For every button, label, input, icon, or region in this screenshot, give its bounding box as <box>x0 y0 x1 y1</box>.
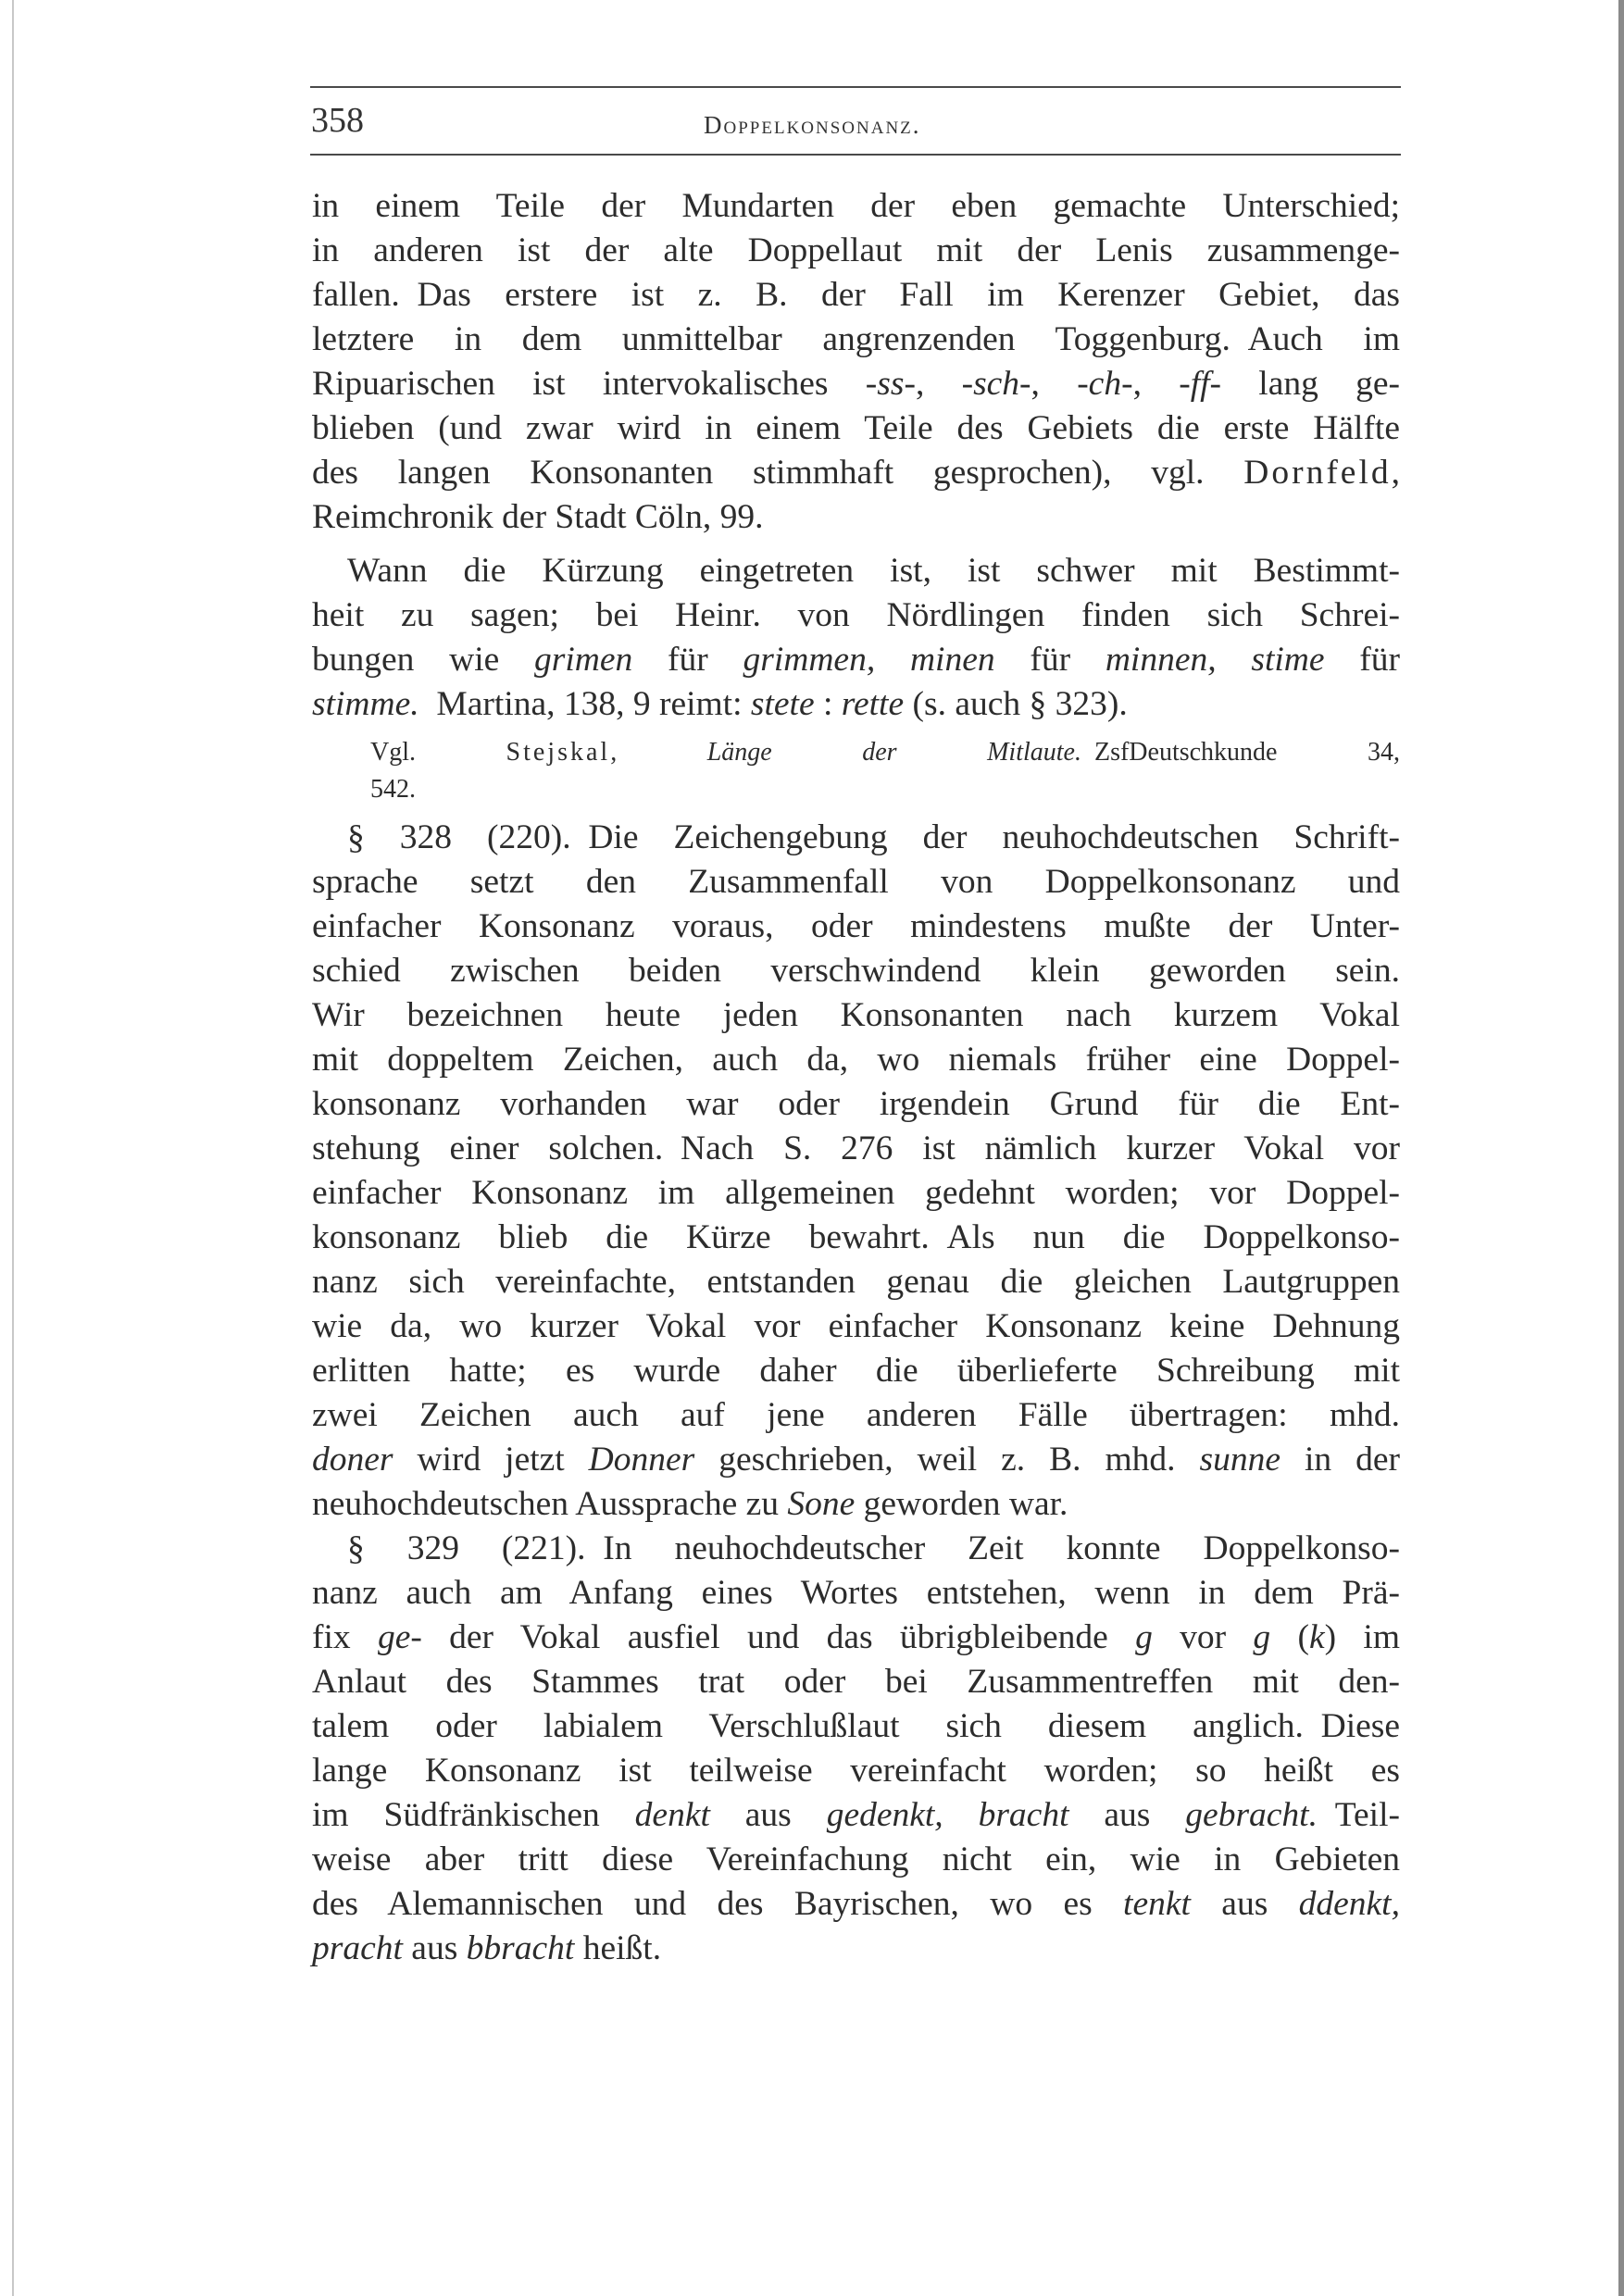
footnote-line <box>370 734 1400 771</box>
text-segment: in einem Teile der Mundarten der eben gemachte Unterschied; <box>312 187 1400 225</box>
text-line <box>312 406 1400 451</box>
text-segment: Wir bezeichnen heute jeden Konsonanten nach kurzem Vokal <box>312 996 1400 1034</box>
text-segment: , <box>1391 454 1400 492</box>
text-segment: letztere in dem unmittelbar angrenzenden Toggenburg. Auch im <box>312 320 1400 358</box>
text-segment: blieben (und zwar wird in einem Teile des Gebiets die erste Hälfte <box>312 409 1400 447</box>
text-line <box>312 1216 1400 1260</box>
text-segment: Wann die Kürzung eingetreten ist, ist schwer mit Bestimmt- <box>347 552 1400 590</box>
text-segment <box>1217 641 1252 679</box>
text-line <box>312 1393 1400 1438</box>
text-line <box>312 229 1400 273</box>
italic-term: denkt <box>634 1796 710 1834</box>
text-line <box>312 905 1400 949</box>
italic-term: -ss- <box>865 365 916 403</box>
italic-term: k <box>1308 1618 1325 1656</box>
text-line <box>312 1304 1400 1349</box>
text-segment: , <box>915 365 962 403</box>
italic-term: bbracht <box>466 1929 575 1967</box>
text-line <box>312 318 1400 362</box>
text-segment: , <box>1132 365 1180 403</box>
italic-term: minnen, <box>1105 641 1217 679</box>
text-segment: fix <box>312 1618 378 1656</box>
text-segment: in anderen ist der alte Doppellaut mit der Lenis zusammenge- <box>312 231 1400 269</box>
italic-term: stete <box>750 685 815 723</box>
text-line <box>312 993 1400 1038</box>
italic-term: Donner <box>588 1441 695 1479</box>
text-segment: aus <box>709 1796 827 1834</box>
text-segment: Vgl. <box>370 738 506 767</box>
text-segment <box>943 1796 979 1834</box>
text-line <box>312 1127 1400 1171</box>
header-top-rule <box>310 86 1401 88</box>
italic-term: minen <box>909 641 995 679</box>
text-line <box>312 638 1400 682</box>
italic-term: sunne <box>1199 1441 1280 1479</box>
italic-term: doner <box>312 1441 394 1479</box>
text-segment: geschrieben, weil z. B. mhd. <box>694 1441 1200 1479</box>
text-segment: des Alemannischen und des Bayrischen, wo es <box>312 1885 1124 1923</box>
italic-term: gedenkt, <box>826 1796 943 1834</box>
italic-term: gebracht. <box>1185 1796 1318 1834</box>
text-segment: § 328 (220). Die Zeichengebung der neuhochdeutschen Schrift- <box>347 818 1400 856</box>
text-segment: wie da, wo kurzer Vokal vor einfacher Konsonanz keine Dehnung <box>312 1307 1400 1345</box>
text-line <box>312 362 1400 406</box>
scan-right-edge <box>1618 0 1624 2296</box>
text-line <box>312 1482 1400 1527</box>
text-segment: nanz auch am Anfang eines Wortes entstehen, wenn in dem Prä- <box>312 1574 1400 1612</box>
text-line <box>312 273 1400 318</box>
text-segment: des langen Konsonanten stimmhaft gesprochen), vgl. <box>312 454 1244 492</box>
text-line <box>312 1438 1400 1482</box>
text-segment: einfacher Konsonanz im allgemeinen gedehnt worden; vor Doppel- <box>312 1174 1400 1212</box>
text-segment: der Vokal ausfiel und das übrigbleibende <box>421 1618 1136 1656</box>
text-segment: geworden war. <box>855 1485 1068 1523</box>
header-bottom-rule <box>310 154 1401 156</box>
text-line <box>312 949 1400 993</box>
italic-term: tenkt <box>1123 1885 1191 1923</box>
italic-term: rette <box>841 685 905 723</box>
text-line <box>312 1882 1400 1927</box>
text-line <box>312 1349 1400 1393</box>
italic-term: g <box>1253 1618 1271 1656</box>
text-segment: bungen wie <box>312 641 535 679</box>
text-segment <box>875 641 910 679</box>
text-segment: konsonanz blieb die Kürze bewahrt. Als nun die Doppelkonso- <box>312 1218 1400 1256</box>
text-segment: für <box>994 641 1106 679</box>
text-segment: konsonanz vorhanden war oder irgendein Grund für die Ent- <box>312 1085 1400 1123</box>
text-line <box>312 184 1400 229</box>
text-line <box>312 549 1400 593</box>
text-segment: im Südfränkischen <box>312 1796 635 1834</box>
text-segment: nanz sich vereinfachte, entstanden genau die gleichen Lautgruppen <box>312 1263 1400 1301</box>
text-segment: 542. <box>370 775 416 804</box>
text-segment: Ripuarischen ist intervokalisches <box>312 365 866 403</box>
text-segment: vor <box>1152 1618 1254 1656</box>
italic-term: bracht <box>978 1796 1069 1834</box>
italic-term: -ff- <box>1179 365 1222 403</box>
text-segment: ) im <box>1324 1618 1400 1656</box>
text-segment: (s. auch § 323). <box>904 685 1128 723</box>
italic-term: pracht <box>312 1929 403 1967</box>
text-line <box>312 1660 1400 1704</box>
text-line <box>312 451 1400 495</box>
italic-term: stime <box>1251 641 1325 679</box>
scan-left-edge <box>12 0 14 2296</box>
text-segment: schied zwischen beiden verschwindend klein geworden sein. <box>312 952 1400 990</box>
italic-term: stimme. <box>312 685 419 723</box>
text-segment: aus <box>402 1929 467 1967</box>
italic-term: -ch- <box>1077 365 1133 403</box>
text-line <box>312 1260 1400 1304</box>
text-segment: sprache setzt den Zusammenfall von Doppelkonsonanz und <box>312 863 1400 901</box>
text-line <box>312 1927 1400 1971</box>
text-line <box>312 860 1400 905</box>
text-line <box>312 1704 1400 1749</box>
text-segment: ( <box>1270 1618 1309 1656</box>
text-segment: , <box>610 738 707 767</box>
text-line <box>312 1838 1400 1882</box>
italic-term: Sone <box>787 1485 856 1523</box>
italic-term: grimmen, <box>743 641 876 679</box>
text-segment: weise aber tritt diese Vereinfachung nicht ein, wie in Gebieten <box>312 1841 1400 1878</box>
text-line <box>312 1527 1400 1571</box>
text-segment: wird jetzt <box>393 1441 589 1479</box>
text-segment: § 329 (221). In neuhochdeutscher Zeit konnte Doppelkonso- <box>347 1529 1400 1567</box>
text-line <box>312 1082 1400 1127</box>
running-head: Doppelkonsonanz. <box>704 111 921 139</box>
text-line <box>312 816 1400 860</box>
text-segment: Martina, 138, 9 reimt: <box>418 685 751 723</box>
text-segment: , <box>1031 365 1078 403</box>
text-segment: erlitten hatte; es wurde daher die überlieferte Schreibung mit <box>312 1352 1400 1390</box>
text-segment: einfacher Konsonanz voraus, oder mindestens mußte der Unter- <box>312 907 1400 945</box>
italic-term: g <box>1135 1618 1153 1656</box>
text-line <box>312 1038 1400 1082</box>
text-line <box>312 1571 1400 1616</box>
text-segment: zwei Zeichen auch auf jene anderen Fälle übertragen: mhd. <box>312 1396 1400 1434</box>
text-segment: Reimchronik der Stadt Cöln, 99. <box>312 498 764 536</box>
italic-term: Länge der Mitlaute. <box>706 738 1081 767</box>
italic-term: ddenkt, <box>1298 1885 1400 1923</box>
italic-term: grimen <box>534 641 633 679</box>
text-segment: stehung einer solchen. Nach S. 276 ist nämlich kurzer Vokal vor <box>312 1129 1400 1167</box>
text-line <box>312 495 1400 540</box>
text-segment: lang ge- <box>1221 365 1400 403</box>
text-segment: aus <box>1068 1796 1186 1834</box>
text-segment: Teil- <box>1317 1796 1400 1834</box>
italic-term: ge- <box>377 1618 422 1656</box>
text-segment: ZsfDeutschkunde 34, <box>1081 738 1401 767</box>
text-segment: heit zu sagen; bei Heinr. von Nördlingen finden sich Schrei- <box>312 596 1400 634</box>
author-name: Dornfeld <box>1243 454 1392 492</box>
italic-term: -sch- <box>961 365 1031 403</box>
text-segment: talem oder labialem Verschlußlaut sich diesem anglich. Diese <box>312 1707 1400 1745</box>
text-segment: für <box>632 641 743 679</box>
text-line <box>312 682 1400 727</box>
text-segment: fallen. Das erstere ist z. B. der Fall im Kerenzer Gebiet, das <box>312 276 1400 314</box>
text-line <box>312 1793 1400 1838</box>
author-name: Stejskal <box>506 738 611 767</box>
text-segment: neuhochdeutschen Aussprache zu <box>312 1485 788 1523</box>
text-segment: für <box>1324 641 1400 679</box>
text-segment: aus <box>1190 1885 1299 1923</box>
text-line <box>312 1749 1400 1793</box>
text-segment: : <box>814 685 842 723</box>
text-line <box>312 1616 1400 1660</box>
text-segment: lange Konsonanz ist teilweise vereinfacht worden; so heißt es <box>312 1752 1400 1790</box>
text-line <box>312 1171 1400 1216</box>
text-segment: Anlaut des Stammes trat oder bei Zusammentreffen mit den- <box>312 1663 1400 1701</box>
text-segment: heißt. <box>574 1929 662 1967</box>
page-number: 358 <box>311 101 364 140</box>
text-segment: mit doppeltem Zeichen, auch da, wo niemals früher eine Doppel- <box>312 1041 1400 1079</box>
footnote-line <box>370 771 1400 808</box>
text-segment: in der <box>1280 1441 1400 1479</box>
text-line <box>312 593 1400 638</box>
